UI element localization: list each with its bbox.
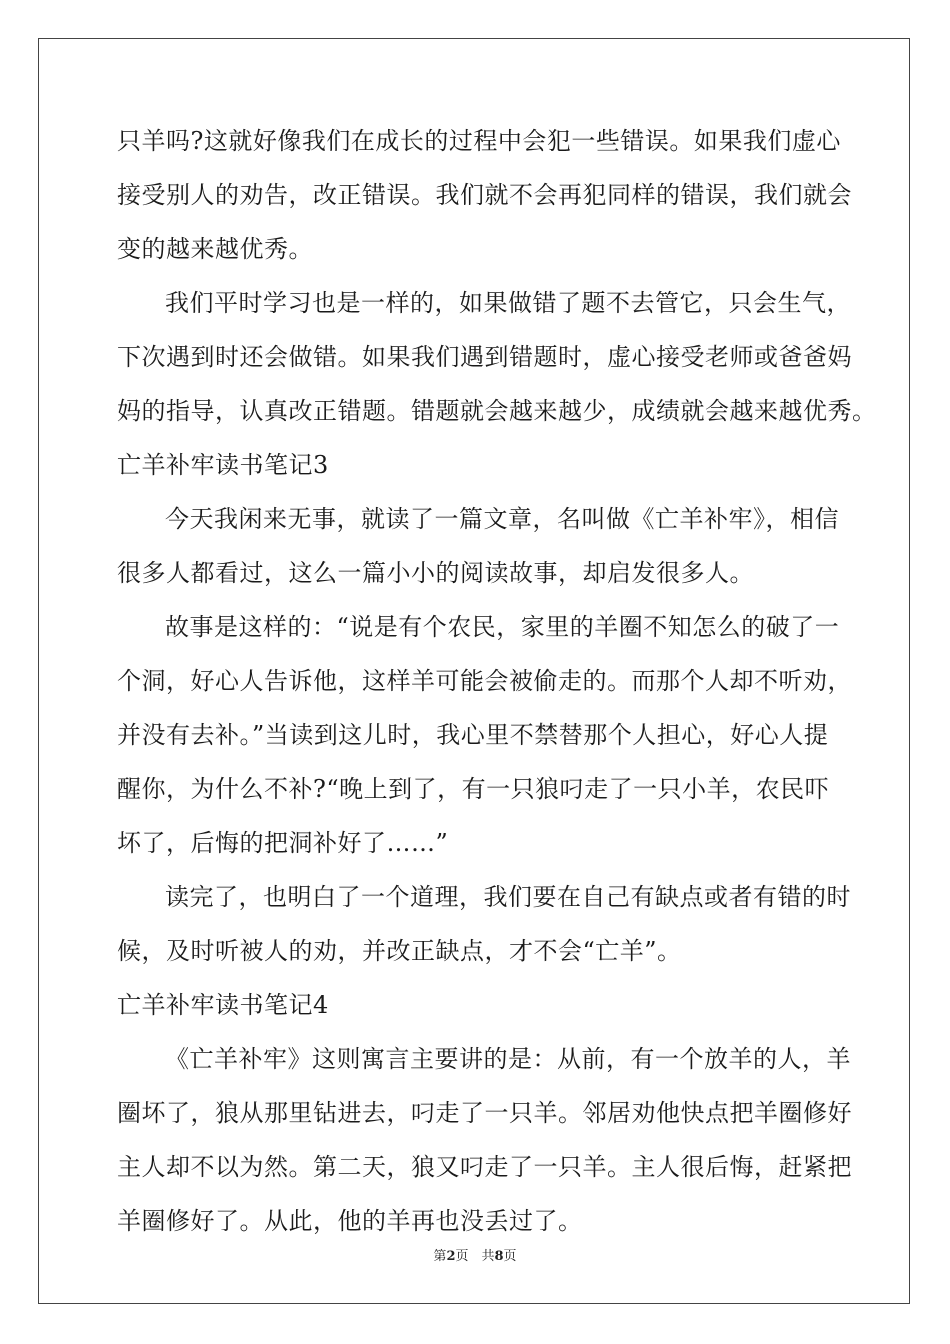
text-line: 很多人都看过，这么一篇小小的阅读故事，却启发很多人。	[117, 559, 754, 587]
text-line: 个洞，好心人告诉他，这样羊可能会被偷走的。而那个人却不听劝，	[117, 667, 852, 695]
text-line: 坏了，后悔的把洞补好了……”	[117, 829, 449, 857]
text-line: 下次遇到时还会做错。如果我们遇到错题时，虚心接受老师或爸爸妈	[117, 343, 852, 371]
current-page-number: 2	[446, 1249, 456, 1264]
text-line: 变的越来越优秀。	[117, 235, 313, 263]
page-suffix: 页	[503, 1249, 517, 1264]
paragraph-start: 读完了，也明白了一个道理，我们要在自己有缺点或者有错的时	[165, 883, 851, 911]
page-prefix: 第	[433, 1249, 447, 1264]
paragraph-start: 故事是这样的：“说是有个农民，家里的羊圈不知怎么的破了一	[165, 613, 840, 641]
text-line: 圈坏了，狼从那里钻进去，叼走了一只羊。邻居劝他快点把羊圈修好	[117, 1099, 852, 1127]
page-mid: 页 共	[455, 1249, 495, 1264]
text-line: 主人却不以为然。第二天，狼又叼走了一只羊。主人很后悔，赶紧把	[117, 1153, 852, 1181]
section-heading: 亡羊补牢读书笔记4	[117, 991, 329, 1019]
text-line: 妈的指导，认真改正错题。错题就会越来越少，成绩就会越来越优秀。	[117, 397, 877, 425]
text-line: 候，及时听被人的劝，并改正缺点，才不会“亡羊”。	[117, 937, 682, 965]
text-line: 只羊吗?这就好像我们在成长的过程中会犯一些错误。如果我们虚心	[117, 127, 841, 155]
paragraph-start: 今天我闲来无事，就读了一篇文章，名叫做《亡羊补牢》，相信	[165, 505, 839, 533]
text-line: 接受别人的劝告，改正错误。我们就不会再犯同样的错误，我们就会	[117, 181, 852, 209]
paragraph-start: 我们平时学习也是一样的，如果做错了题不去管它，只会生气，	[165, 289, 851, 317]
total-page-number: 8	[494, 1249, 504, 1264]
text-line: 醒你，为什么不补?“晚上到了，有一只狼叼走了一只小羊，农民吓	[117, 775, 830, 803]
text-line: 并没有去补。”当读到这儿时，我心里不禁替那个人担心，好心人提	[117, 721, 829, 749]
text-line: 羊圈修好了。从此，他的羊再也没丢过了。	[117, 1207, 583, 1235]
paragraph-start: 《亡羊补牢》这则寓言主要讲的是：从前，有一个放羊的人，羊	[165, 1045, 851, 1073]
section-heading: 亡羊补牢读书笔记3	[117, 451, 329, 479]
page-footer	[0, 1245, 950, 1264]
document-body	[117, 126, 877, 1260]
